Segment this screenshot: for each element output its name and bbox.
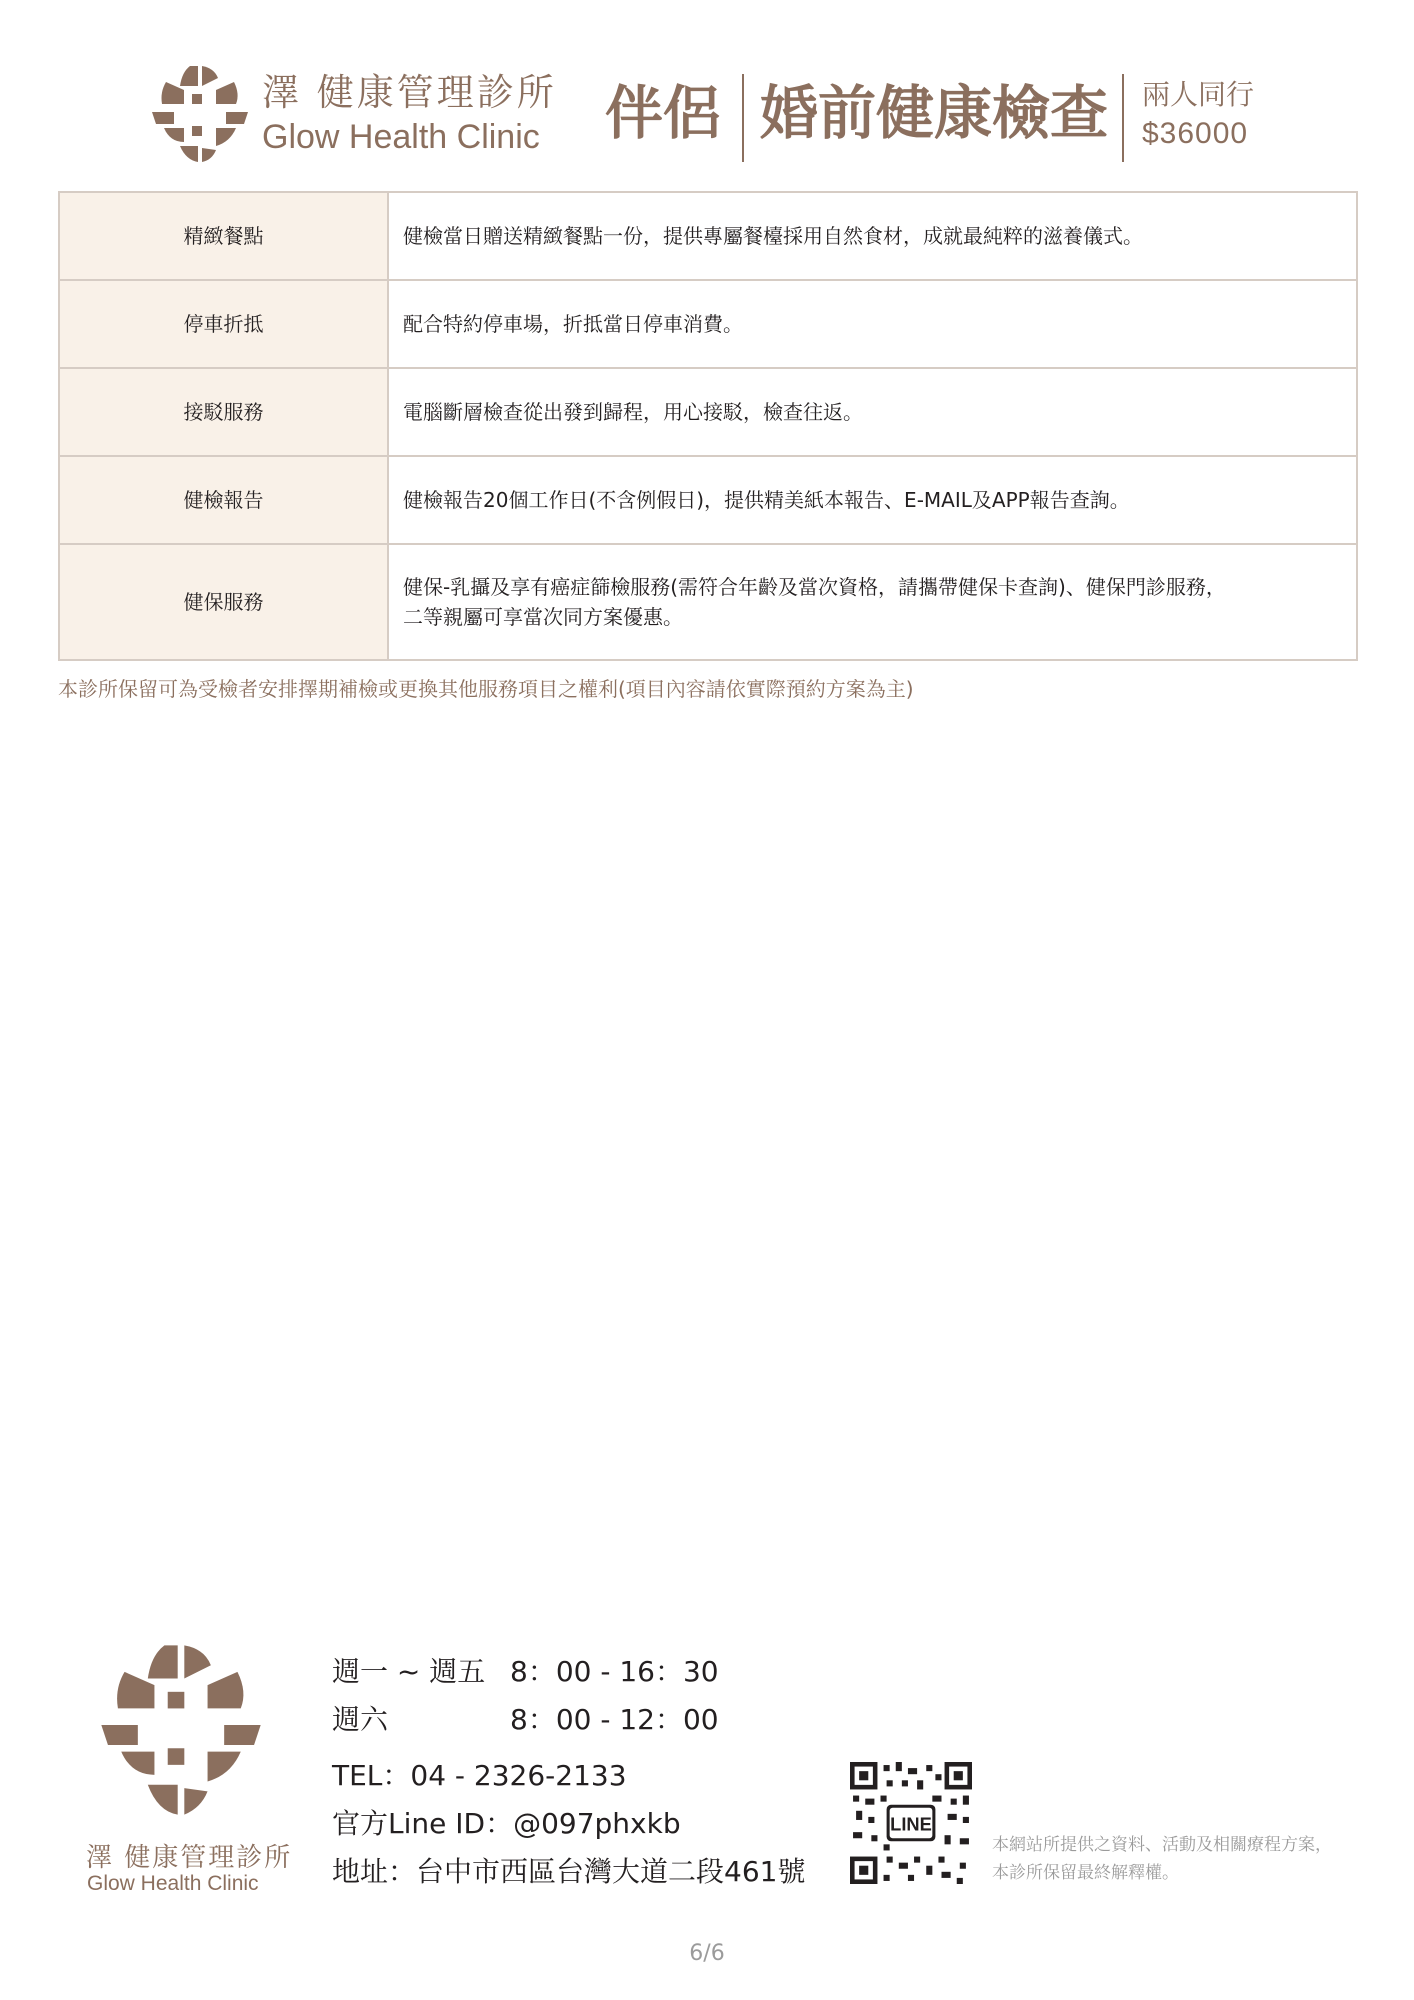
title-partner: 伴侶 — [605, 79, 722, 147]
disclaimer — [992, 1831, 1332, 1887]
qr-code-icon[interactable] — [850, 1762, 972, 1884]
service-table — [58, 191, 1358, 661]
table-row — [59, 544, 1357, 660]
header-logo-en: Glow Health Clinic — [262, 118, 540, 156]
address: 地址：台中市西區台灣大道二段461號 — [332, 1855, 806, 1888]
service-desc: 健檢報告20個工作日(不含例假日)，提供精美紙本報告、E-MAIL及APP報告查詢。 — [388, 456, 1357, 544]
service-desc-line: 二等親屬可享當次同方案優惠。 — [403, 605, 683, 629]
service-desc: 電腦斷層檢查從出發到歸程，用心接駁，檢查往返。 — [388, 368, 1357, 456]
disclaimer-line: 本診所保留最終解釋權。 — [992, 1863, 1179, 1883]
header-logo-text — [262, 70, 557, 158]
clinic-logo-icon — [150, 64, 250, 164]
hours-day: 週一 ~ 週五 — [332, 1655, 486, 1688]
price-block — [1142, 76, 1254, 154]
page-number: 6/6 — [689, 1941, 725, 1966]
service-name: 精緻餐點 — [59, 192, 388, 280]
phone-number: TEL：04 - 2326-2133 — [332, 1759, 627, 1792]
service-desc: 健檢當日贈送精緻餐點一份，提供專屬餐檯採用自然食材，成就最純粹的滋養儀式。 — [388, 192, 1357, 280]
service-note: 本診所保留可為受檢者安排擇期補檢或更換其他服務項目之權利(項目內容請依實際預約方案為主) — [58, 677, 914, 701]
header-divider — [742, 74, 744, 162]
service-name: 健檢報告 — [59, 456, 388, 544]
hours-time: 8：00 - 16：30 — [510, 1655, 719, 1688]
page-title: 婚前健康檢查 — [760, 79, 1109, 147]
disclaimer-line: 本網站所提供之資料、活動及相關療程方案， — [992, 1835, 1332, 1855]
service-name: 停車折抵 — [59, 280, 388, 368]
service-desc-line: 健保-乳攝及享有癌症篩檢服務(需符合年齡及當次資格，請攜帶健保卡查詢)、健保門診服務， — [403, 575, 1226, 599]
table-row — [59, 456, 1357, 544]
service-desc: 配合特約停車場，折抵當日停車消費。 — [388, 280, 1357, 368]
header-divider — [1122, 74, 1124, 162]
header-logo-cn: 澤 健康管理診所 — [262, 71, 557, 114]
hours-time: 8：00 - 12：00 — [510, 1703, 719, 1736]
page-header — [150, 62, 1280, 172]
line-id: 官方Line ID：@097phxkb — [332, 1807, 681, 1840]
table-row — [59, 192, 1357, 280]
footer-logo-en: Glow Health Clinic — [87, 1872, 259, 1895]
price-label: 兩人同行 — [1142, 78, 1255, 111]
service-name: 接駁服務 — [59, 368, 388, 456]
service-name: 健保服務 — [59, 544, 388, 660]
table-row — [59, 368, 1357, 456]
clinic-logo-icon — [98, 1642, 264, 1818]
footer-logo-cn: 澤 健康管理診所 — [86, 1843, 293, 1873]
table-row — [59, 280, 1357, 368]
hours-day: 週六 — [332, 1703, 389, 1736]
price-value: $36000 — [1142, 117, 1249, 150]
qr-line-label: LINE — [890, 1813, 932, 1835]
service-desc — [388, 544, 1357, 660]
